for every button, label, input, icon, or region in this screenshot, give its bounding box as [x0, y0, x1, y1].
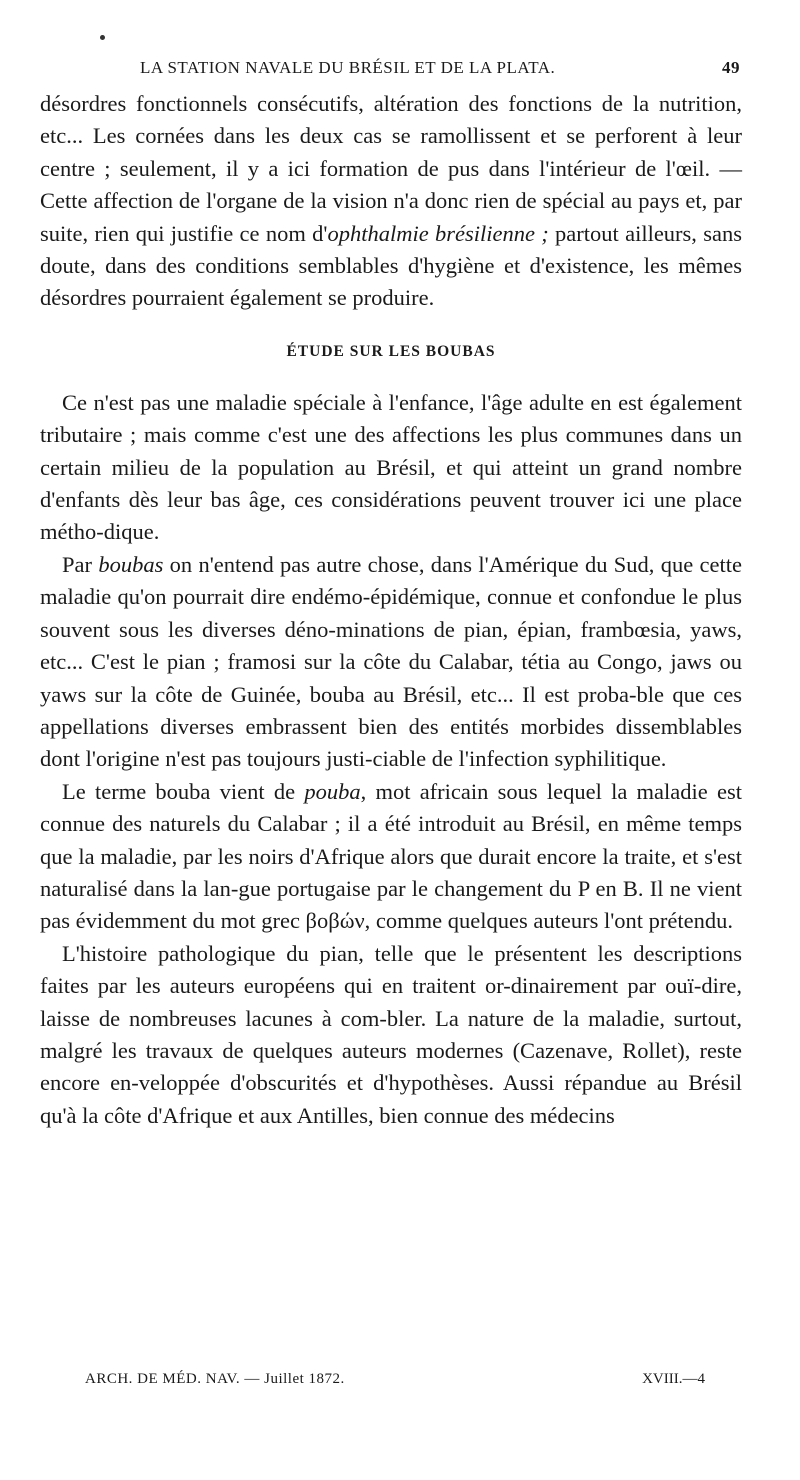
section-heading: ÉTUDE SUR LES BOUBAS	[286, 342, 496, 360]
paragraph-5: L'histoire pathologique du pian, telle que le présentent les descriptions faites par les auteurs européens qui en traitent or-dinairement par ouï-dire, laisse de nombreuses lacunes à com-bler. La nature de la maladie, surtout, malgré les travaux de quelques auteurs modernes (Cazenave, Rollet), reste encore en-veloppée d'obscurités et d'hypothèses. Aussi répandue au Brésil qu'à la côte d'Afrique et aux Antilles, bien connue des médecins	[40, 940, 742, 1128]
journal-reference: ARCH. DE MÉD. NAV. — Juillet 1872.	[85, 1371, 345, 1387]
page-number: 49	[722, 58, 740, 77]
running-title: LA STATION NAVALE DU BRÉSIL ET DE LA PLATA.	[140, 58, 556, 77]
paragraph-4-text: , mot africain sous lequel la maladie est connue des naturels du Calabar ; il a été introduit au Brésil, en même temps que la maladie, par les noirs d'Afrique alors que durait encore la traite, et s'est naturalisé dans la lan-gue portugaise par le changement du P en B. Il ne vient pas évidemment du mot grec βοβών, comme quelques auteurs l'ont prétendu.	[40, 778, 742, 934]
paragraph-3	[40, 549, 742, 776]
paragraph-1-italic: ophthalmie brésilienne ;	[327, 220, 549, 246]
paragraph-4-lead: Le terme bouba vient de	[62, 778, 305, 804]
page-footer	[85, 1371, 705, 1395]
running-header	[40, 58, 740, 82]
ink-speck	[100, 35, 105, 40]
paragraph-3-lead: Par	[62, 551, 99, 577]
paragraph-3-text: on n'entend pas autre chose, dans l'Amérique du Sud, que cette maladie qu'on pourrait dire endémo-épidémique, connue et confondue le plus souvent sous les diverses déno-minations de pian, épian, frambœsia, yaws, etc... C'est le pian ; framosi sur la côte du Calabar, tétia au Congo, jaws ou yaws sur la côte de Guinée, bouba au Brésil, etc... Il est proba-ble que ces appellations diverses embrassent bien des entités morbides dissemblables dont l'origine n'est pas toujours justi-ciable de l'infection syphilitique.	[40, 551, 742, 772]
body-text	[40, 88, 742, 1132]
paragraph-3-italic: boubas	[98, 551, 164, 577]
paragraph-4-italic: pouba	[304, 778, 361, 804]
paragraph-1	[40, 88, 742, 315]
paragraph-4	[40, 776, 742, 938]
signature-mark: XVIII.—4	[642, 1371, 705, 1387]
paragraph-1-text: désordres fonctionnels consécutifs, altération des fonctions de la nutrition, etc... Les cornées dans les deux cas se ramollissent et se perforent à leur centre ; seulement, il y a ici formation de pus dans l'intérieur de l'œil. — Cette affection de l'organe de la vision n'a donc rien de spécial au pays et, par suite, rien qui justifie ce nom d'	[40, 91, 742, 246]
paragraph-2: Ce n'est pas une maladie spéciale à l'enfance, l'âge adulte en est également tributaire ; mais comme c'est une des affections les plus communes dans un certain milieu de la population au Brésil, et qui atteint un grand nombre d'enfants dès leur bas âge, ces considérations peuvent trouver ici une place métho-dique.	[40, 389, 742, 545]
paragraph-1-tail: partout ailleurs, sans doute, dans des conditions semblables d'hygiène et d'existence, les mêmes désordres pourraient également se produire.	[40, 220, 742, 311]
